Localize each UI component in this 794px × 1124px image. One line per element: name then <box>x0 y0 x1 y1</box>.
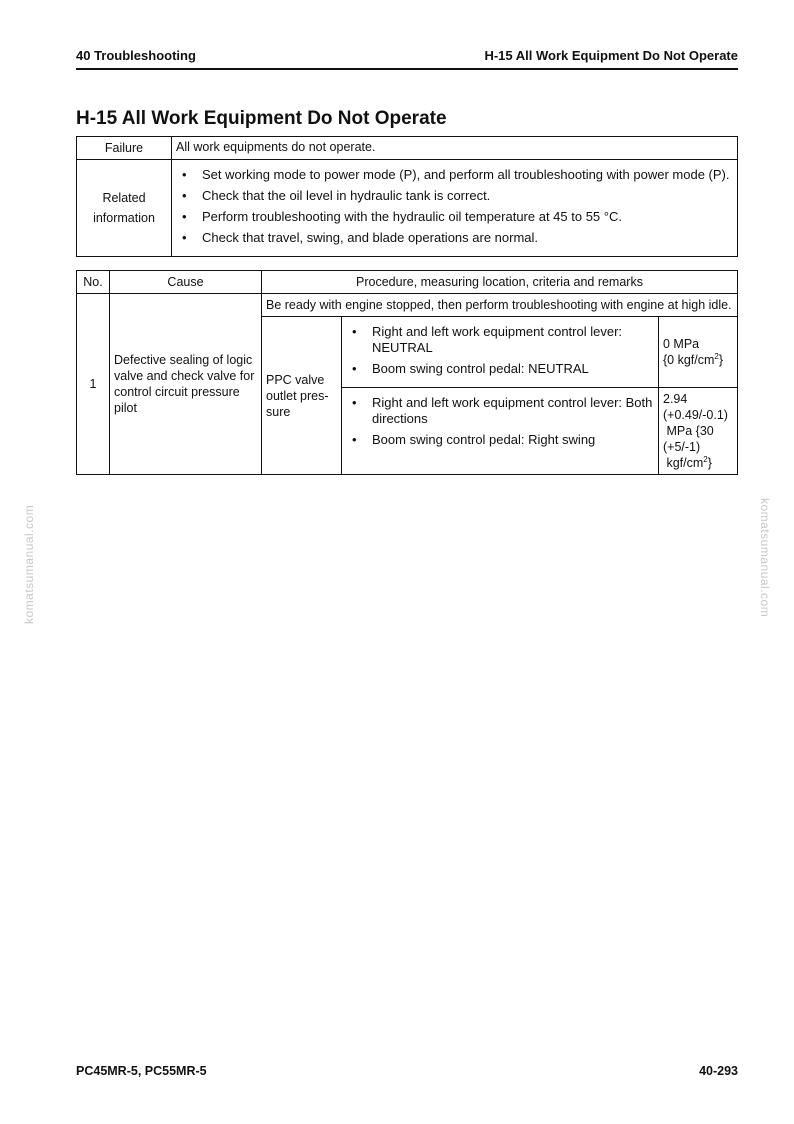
header-topic: H-15 All Work Equipment Do Not Operate <box>484 48 738 63</box>
value-line: MPa {30 <box>663 424 714 438</box>
condition-cell <box>342 317 659 388</box>
footer-page-number: 40-293 <box>699 1064 738 1078</box>
header-section: 40 Troubleshooting <box>76 48 196 63</box>
related-info-label <box>77 160 172 257</box>
watermark-left: komatsumanual.com <box>22 504 36 624</box>
watermark-right: komatsumanual.com <box>758 498 772 618</box>
related-label-line1: Related <box>102 191 146 205</box>
related-info-row <box>77 160 738 257</box>
value-line: (+5/-1) <box>663 440 701 454</box>
value-line: (+0.49/-0.1) <box>663 408 728 422</box>
value-text: } <box>707 456 712 470</box>
procedure-note: Be ready with engine stopped, then perform troubleshooting with engine at high idle. <box>262 294 738 317</box>
value-text: kgf/cm <box>663 456 704 470</box>
criteria-value <box>659 317 738 388</box>
summary-table <box>76 136 738 257</box>
list-item: • Boom swing control pedal: NEUTRAL <box>346 361 654 377</box>
value-line: 0 MPa <box>663 337 700 351</box>
list-item: • Right and left work equipment control lever: Both directions <box>346 395 654 427</box>
list-item: • Check that the oil level in hydraulic tank is correct. <box>176 188 733 204</box>
table-header-row <box>77 271 738 294</box>
value-text: } <box>718 353 724 367</box>
value-line: 2.94 <box>663 392 688 406</box>
related-info-list-cell <box>172 160 738 257</box>
footer-models: PC45MR-5, PC55MR-5 <box>76 1064 207 1078</box>
list-item: • Right and left work equipment control lever: NEUTRAL <box>346 324 654 356</box>
col-header-cause: Cause <box>110 271 262 294</box>
cause-table <box>76 270 738 475</box>
page-title: H-15 All Work Equipment Do Not Operate <box>76 108 447 129</box>
table-row <box>77 294 738 317</box>
related-info-list <box>176 163 733 253</box>
related-label-line2: information <box>93 211 155 225</box>
criteria-value <box>659 388 738 475</box>
condition-list <box>346 320 654 384</box>
value-text: {0 kgf/cm <box>663 353 715 367</box>
condition-list <box>346 391 654 455</box>
col-header-no: No. <box>77 271 110 294</box>
list-item: • Perform troubleshooting with the hydraulic oil temperature at 45 to 55 °C. <box>176 209 733 225</box>
col-header-procedure: Procedure, measuring location, criteria and remarks <box>262 271 738 294</box>
value-superscript: 2 <box>703 454 708 464</box>
page-header <box>76 48 738 70</box>
list-item: • Boom swing control pedal: Right swing <box>346 432 654 448</box>
value-line <box>663 455 733 471</box>
cause-description: Defective sealing of logic valve and check valve for control circuit pressure pilot <box>110 294 262 475</box>
failure-row <box>77 137 738 160</box>
measure-item: PPC valve outlet pres- sure <box>262 317 342 475</box>
failure-label: Failure <box>77 137 172 160</box>
list-item: • Check that travel, swing, and blade operations are normal. <box>176 230 733 246</box>
failure-value: All work equipments do not operate. <box>172 137 738 160</box>
list-item: • Set working mode to power mode (P), and perform all troubleshooting with power mode (P). <box>176 167 733 183</box>
value-superscript: 2 <box>714 351 719 361</box>
condition-cell <box>342 388 659 475</box>
cause-number: 1 <box>77 294 110 475</box>
value-line <box>663 352 733 368</box>
